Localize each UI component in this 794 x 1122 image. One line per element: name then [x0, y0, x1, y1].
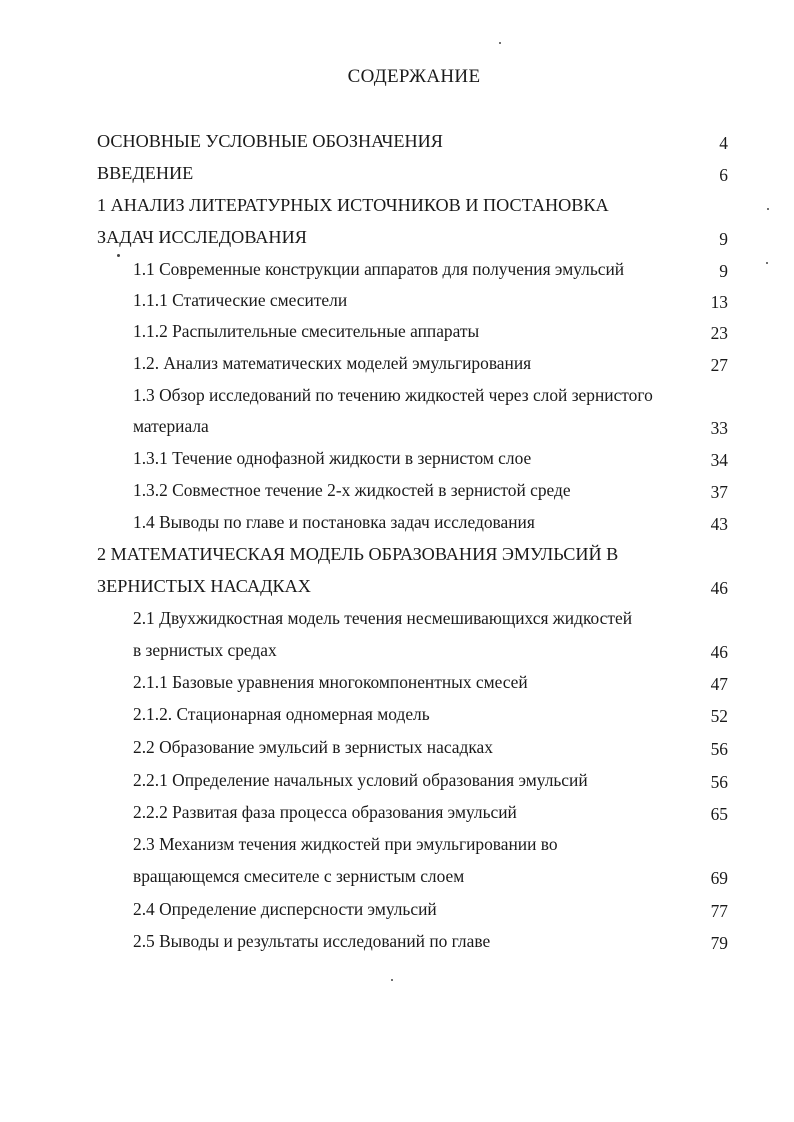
- toc-page-number: 13: [710, 292, 728, 312]
- toc-entry-text: 1 АНАЛИЗ ЛИТЕРАТУРНЫХ ИСТОЧНИКОВ И ПОСТАНОВКА: [97, 195, 609, 215]
- toc-page-number: 9: [719, 261, 728, 281]
- toc-entry-text: 1.1.1 Статические смесители: [133, 290, 348, 310]
- toc-page-number: 52: [710, 706, 728, 726]
- toc-page-number: 4: [719, 133, 728, 153]
- toc-page-number: 23: [710, 323, 728, 343]
- toc-page-number: 79: [710, 933, 728, 953]
- scan-speck: [499, 42, 501, 44]
- toc-page-number: 56: [710, 772, 728, 792]
- toc-entry-text: 2.4 Определение дисперсности эмульсий: [133, 899, 437, 919]
- toc-page-number: 77: [710, 901, 728, 921]
- scan-speck: [767, 208, 769, 210]
- toc-entry-text: 1.3.2 Совместное течение 2-х жидкостей в зернистой среде: [133, 480, 571, 500]
- toc-entry-text: вращающемся смесителе с зернистым слоем: [133, 866, 465, 886]
- toc-page-number: 27: [710, 355, 728, 375]
- toc-entry-text: ЗЕРНИСТЫХ НАСАДКАХ: [97, 576, 311, 596]
- toc-entry-text: в зернистых средах: [133, 640, 277, 660]
- toc-page-number: 56: [710, 739, 728, 759]
- toc-entry-text: 1.4 Выводы по главе и постановка задач исследования: [133, 512, 535, 532]
- toc-entry-text: 2.2 Образование эмульсий в зернистых насадках: [133, 737, 493, 757]
- toc-entry-text: ВВЕДЕНИЕ: [97, 163, 194, 183]
- toc-entry-text: 1.1 Современные конструкции аппаратов для получения эмульсий: [133, 259, 625, 279]
- toc-entry-text: 2 МАТЕМАТИЧЕСКАЯ МОДЕЛЬ ОБРАЗОВАНИЯ ЭМУЛЬСИЙ В: [97, 544, 619, 564]
- toc-entry-text: ЗАДАЧ ИССЛЕДОВАНИЯ: [97, 227, 307, 247]
- scan-speck: [766, 262, 768, 264]
- toc-entry-text: 2.2.2 Развитая фаза процесса образования эмульсий: [133, 802, 517, 822]
- toc-entry-text: ОСНОВНЫЕ УСЛОВНЫЕ ОБОЗНАЧЕНИЯ: [97, 131, 443, 151]
- toc-page-number: 34: [710, 450, 728, 470]
- toc-entry-text: 2.1 Двухжидкостная модель течения несмешивающихся жидкостей: [133, 608, 633, 628]
- toc-page-number: 46: [710, 578, 728, 598]
- toc-entry-text: 1.3 Обзор исследований по течению жидкостей через слой зернистого: [133, 385, 653, 405]
- toc-entry-text: материала: [133, 416, 209, 436]
- scan-speck: [117, 254, 120, 257]
- toc-page-number: 69: [710, 868, 728, 888]
- toc-entry-text: 2.5 Выводы и результаты исследований по главе: [133, 931, 491, 951]
- toc-page-number: 47: [710, 674, 728, 694]
- toc-page-number: 46: [710, 642, 728, 662]
- toc-page-number: 9: [719, 229, 728, 249]
- toc-entry-text: 1.1.2 Распылительные смесительные аппараты: [133, 321, 480, 341]
- scan-speck: [391, 979, 393, 981]
- toc-page-number: 43: [710, 514, 728, 534]
- toc-entry-text: 2.2.1 Определение начальных условий образования эмульсий: [133, 770, 588, 790]
- toc-entry-text: 2.3 Механизм течения жидкостей при эмульгировании во: [133, 834, 558, 854]
- toc-entry-text: 2.1.2. Стационарная одномерная модель: [133, 704, 430, 724]
- toc-page-number: 65: [710, 804, 728, 824]
- toc-page-number: 33: [710, 418, 728, 438]
- toc-entry-text: 2.1.1 Базовые уравнения многокомпонентных смесей: [133, 672, 528, 692]
- page-title: СОДЕРЖАНИЕ: [347, 66, 481, 87]
- toc-page-number: 6: [719, 165, 728, 185]
- toc-page-number: 37: [710, 482, 728, 502]
- toc-entry-text: 1.3.1 Течение однофазной жидкости в зернистом слое: [133, 448, 532, 468]
- toc-entry-text: 1.2. Анализ математических моделей эмульгирования: [133, 353, 532, 373]
